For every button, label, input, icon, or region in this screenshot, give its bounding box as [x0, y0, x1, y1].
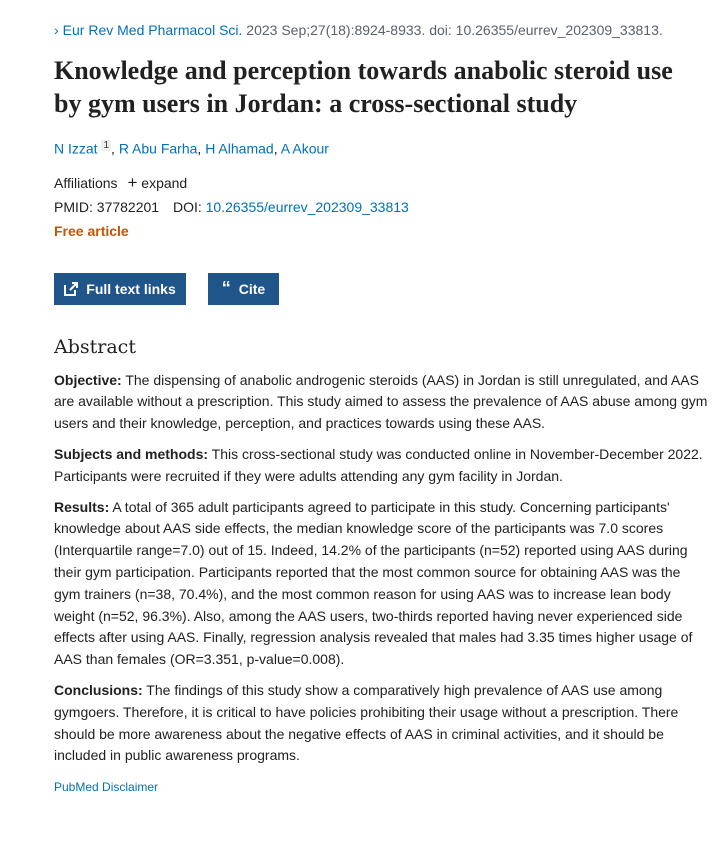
- full-text-links-button[interactable]: Full text links: [54, 273, 186, 305]
- identifiers: PMID: 37782201 DOI: 10.26355/eurrev_202309_33813: [54, 198, 409, 215]
- action-buttons: [54, 273, 708, 305]
- author-link[interactable]: N Izzat: [54, 140, 98, 157]
- abstract-body: [54, 370, 710, 798]
- journal-link[interactable]: Eur Rev Med Pharmacol Sci.: [62, 22, 243, 38]
- pubmed-disclaimer-link[interactable]: PubMed Disclaimer: [54, 780, 159, 795]
- abstract-conclusions: Conclusions: The findings of this study show a comparatively high prevalence of AAS use among gymgoers. Therefore, it is critical to have policies prohibiting their usage without a prescription. There should be more awareness about the negative effects of AAS in criminal activities, and it should be included in public awareness programs.: [54, 682, 679, 764]
- external-link-icon: [64, 282, 78, 296]
- plus-icon: +: [127, 172, 138, 192]
- cite-button[interactable]: “ Cite: [208, 273, 279, 305]
- author-link[interactable]: R Abu Farha: [118, 140, 198, 157]
- journal-citation: › Eur Rev Med Pharmacol Sci. 2023 Sep;27(18):8924-8933. doi: 10.26355/eurrev_202309_33813.: [54, 22, 663, 38]
- free-article-badge: Free article: [54, 222, 129, 239]
- quote-icon: “: [221, 278, 231, 299]
- author-link[interactable]: H Alhamad: [205, 140, 274, 157]
- article-title: Knowledge and perception towards anabolic steroid use by gym users in Jordan: a cross-sectional study: [54, 56, 673, 118]
- author-link[interactable]: A Akour: [280, 140, 329, 157]
- doi-link[interactable]: 10.26355/eurrev_202309_33813: [205, 198, 409, 215]
- author-list: N Izzat $^1$ , R Abu Farha, H Alhamad, A Akour: [54, 140, 329, 157]
- abstract-methods: Subjects and methods: This cross-sectional study was conducted online in November-December 2022. Participants were recruited if they were adults attending any gym facility in Jordan.: [54, 446, 703, 484]
- abstract-objective: Objective: The dispensing of anabolic androgenic steroids (AAS) in Jordan is still unregulated, and AAS are available without a prescription. This study aimed to assess the prevalence of AAS abuse among gym users and their knowledge, perception, and practices towards using these AAS.: [54, 371, 708, 432]
- affiliation-ref[interactable]: 1: [103, 140, 110, 151]
- pmid: 37782201: [96, 198, 160, 215]
- chevron-right-icon: ›: [54, 22, 59, 38]
- expand-affiliations-button[interactable]: + expand: [127, 172, 188, 192]
- affiliations: Affiliations + expand: [54, 172, 188, 192]
- abstract-heading: Abstract: [54, 335, 136, 358]
- abstract-results: Results: A total of 365 adult participants agreed to participate in this study. Concerning participants' knowledge about AAS side effects, the median knowledge score of the participants was 7.0 scores (Interquartile range=7.0) out of 15. Indeed, 14.2% of the participants (n=52) reported using AAS during their gym participation. Participants reported that the most common source for obtaining AAS was the gym trainers (n=38, 70.4%), and the most common reason for using AAS was to increase lean body weight (n=52, 96.3%). Also, among the AAS users, two-thirds reported having never experienced side effects after using AAS. Finally, regression analysis revealed that males had 3.35 times higher usage of AAS than females (OR=3.351, p-value=0.008).: [54, 498, 693, 668]
